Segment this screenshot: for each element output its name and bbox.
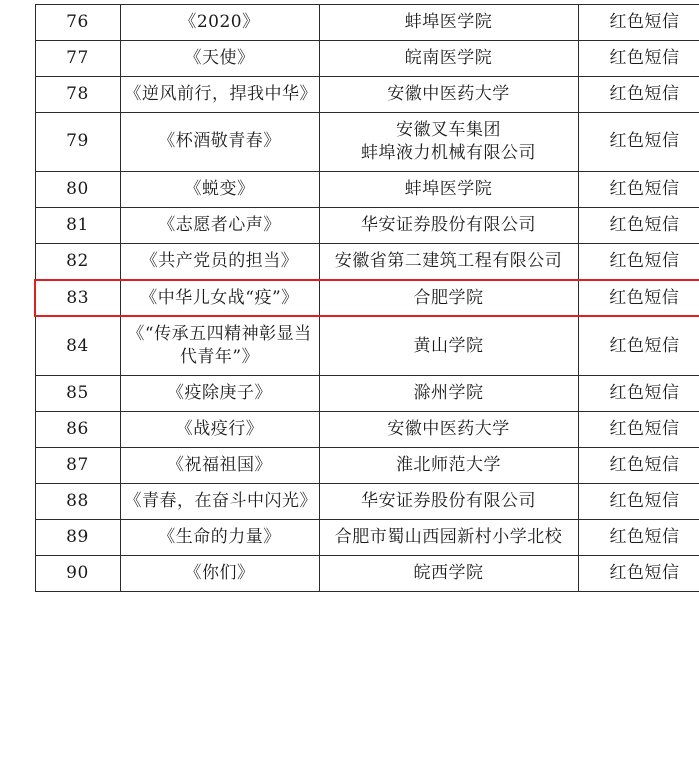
work-title-cell: 《“传承五四精神彰显当代青年”》 xyxy=(120,316,319,375)
row-number-cell: 86 xyxy=(35,412,120,448)
work-title-cell: 《祝福祖国》 xyxy=(120,448,319,484)
work-title-cell: 《中华儿女战“疫”》 xyxy=(120,280,319,317)
table-body xyxy=(35,5,699,592)
row-number-cell: 84 xyxy=(35,316,120,375)
category-cell: 红色短信 xyxy=(578,207,699,243)
work-title-cell: 《青春，在奋斗中闪光》 xyxy=(120,484,319,520)
row-number-cell: 85 xyxy=(35,376,120,412)
organization-cell: 皖西学院 xyxy=(319,556,578,592)
organization-cell: 安徽中医药大学 xyxy=(319,76,578,112)
table-row xyxy=(35,484,699,520)
table-row xyxy=(35,5,699,41)
category-cell: 红色短信 xyxy=(578,5,699,41)
category-cell: 红色短信 xyxy=(578,376,699,412)
organization-cell: 蚌埠医学院 xyxy=(319,5,578,41)
work-title-cell: 《共产党员的担当》 xyxy=(120,243,319,279)
organization-cell: 皖南医学院 xyxy=(319,40,578,76)
row-number-cell: 83 xyxy=(35,280,120,317)
row-number-cell: 77 xyxy=(35,40,120,76)
text-line: 蚌埠液力机械有限公司 xyxy=(361,142,536,163)
work-title-cell: 《2020》 xyxy=(120,5,319,41)
row-number-cell: 89 xyxy=(35,520,120,556)
category-cell: 红色短信 xyxy=(578,76,699,112)
category-cell: 红色短信 xyxy=(578,484,699,520)
organization-cell xyxy=(319,112,578,171)
organization-cell: 蚌埠医学院 xyxy=(319,171,578,207)
category-cell: 红色短信 xyxy=(578,556,699,592)
work-title-cell: 《疫除庚子》 xyxy=(120,376,319,412)
organization-cell: 滁州学院 xyxy=(319,376,578,412)
organization-cell: 安徽中医药大学 xyxy=(319,412,578,448)
category-cell: 红色短信 xyxy=(578,112,699,171)
text-line: 安徽叉车集团 xyxy=(396,119,501,140)
row-number-cell: 87 xyxy=(35,448,120,484)
table-row xyxy=(35,207,699,243)
organization-cell: 黄山学院 xyxy=(319,316,578,375)
category-cell: 红色短信 xyxy=(578,171,699,207)
table-row xyxy=(35,243,699,279)
table-row xyxy=(35,448,699,484)
award-list-table xyxy=(34,4,699,592)
organization-cell: 安徽省第二建筑工程有限公司 xyxy=(319,243,578,279)
organization-cell: 华安证券股份有限公司 xyxy=(319,207,578,243)
work-title-cell: 《志愿者心声》 xyxy=(120,207,319,243)
work-title-cell: 《蜕变》 xyxy=(120,171,319,207)
work-title-cell: 《天使》 xyxy=(120,40,319,76)
table-row xyxy=(35,40,699,76)
category-cell: 红色短信 xyxy=(578,412,699,448)
organization-cell: 合肥学院 xyxy=(319,280,578,317)
organization-cell: 合肥市蜀山西园新村小学北校 xyxy=(319,520,578,556)
work-title-cell: 《你们》 xyxy=(120,556,319,592)
row-number-cell: 76 xyxy=(35,5,120,41)
table-row xyxy=(35,280,699,317)
category-cell: 红色短信 xyxy=(578,40,699,76)
category-cell: 红色短信 xyxy=(578,520,699,556)
row-number-cell: 79 xyxy=(35,112,120,171)
category-cell: 红色短信 xyxy=(578,280,699,317)
row-number-cell: 88 xyxy=(35,484,120,520)
row-number-cell: 90 xyxy=(35,556,120,592)
work-title-cell: 《生命的力量》 xyxy=(120,520,319,556)
organization-cell: 华安证券股份有限公司 xyxy=(319,484,578,520)
table-row xyxy=(35,316,699,375)
category-cell: 红色短信 xyxy=(578,448,699,484)
work-title-cell: 《杯酒敬青春》 xyxy=(120,112,319,171)
table-row xyxy=(35,112,699,171)
table-row xyxy=(35,76,699,112)
table-row xyxy=(35,171,699,207)
work-title-cell: 《逆风前行，捍我中华》 xyxy=(120,76,319,112)
category-cell: 红色短信 xyxy=(578,243,699,279)
row-number-cell: 81 xyxy=(35,207,120,243)
category-cell: 红色短信 xyxy=(578,316,699,375)
organization-cell: 淮北师范大学 xyxy=(319,448,578,484)
table-row xyxy=(35,412,699,448)
work-title-cell: 《战疫行》 xyxy=(120,412,319,448)
document-page xyxy=(0,4,699,760)
row-number-cell: 80 xyxy=(35,171,120,207)
table-row xyxy=(35,556,699,592)
row-number-cell: 82 xyxy=(35,243,120,279)
table-row xyxy=(35,376,699,412)
table-row xyxy=(35,520,699,556)
row-number-cell: 78 xyxy=(35,76,120,112)
